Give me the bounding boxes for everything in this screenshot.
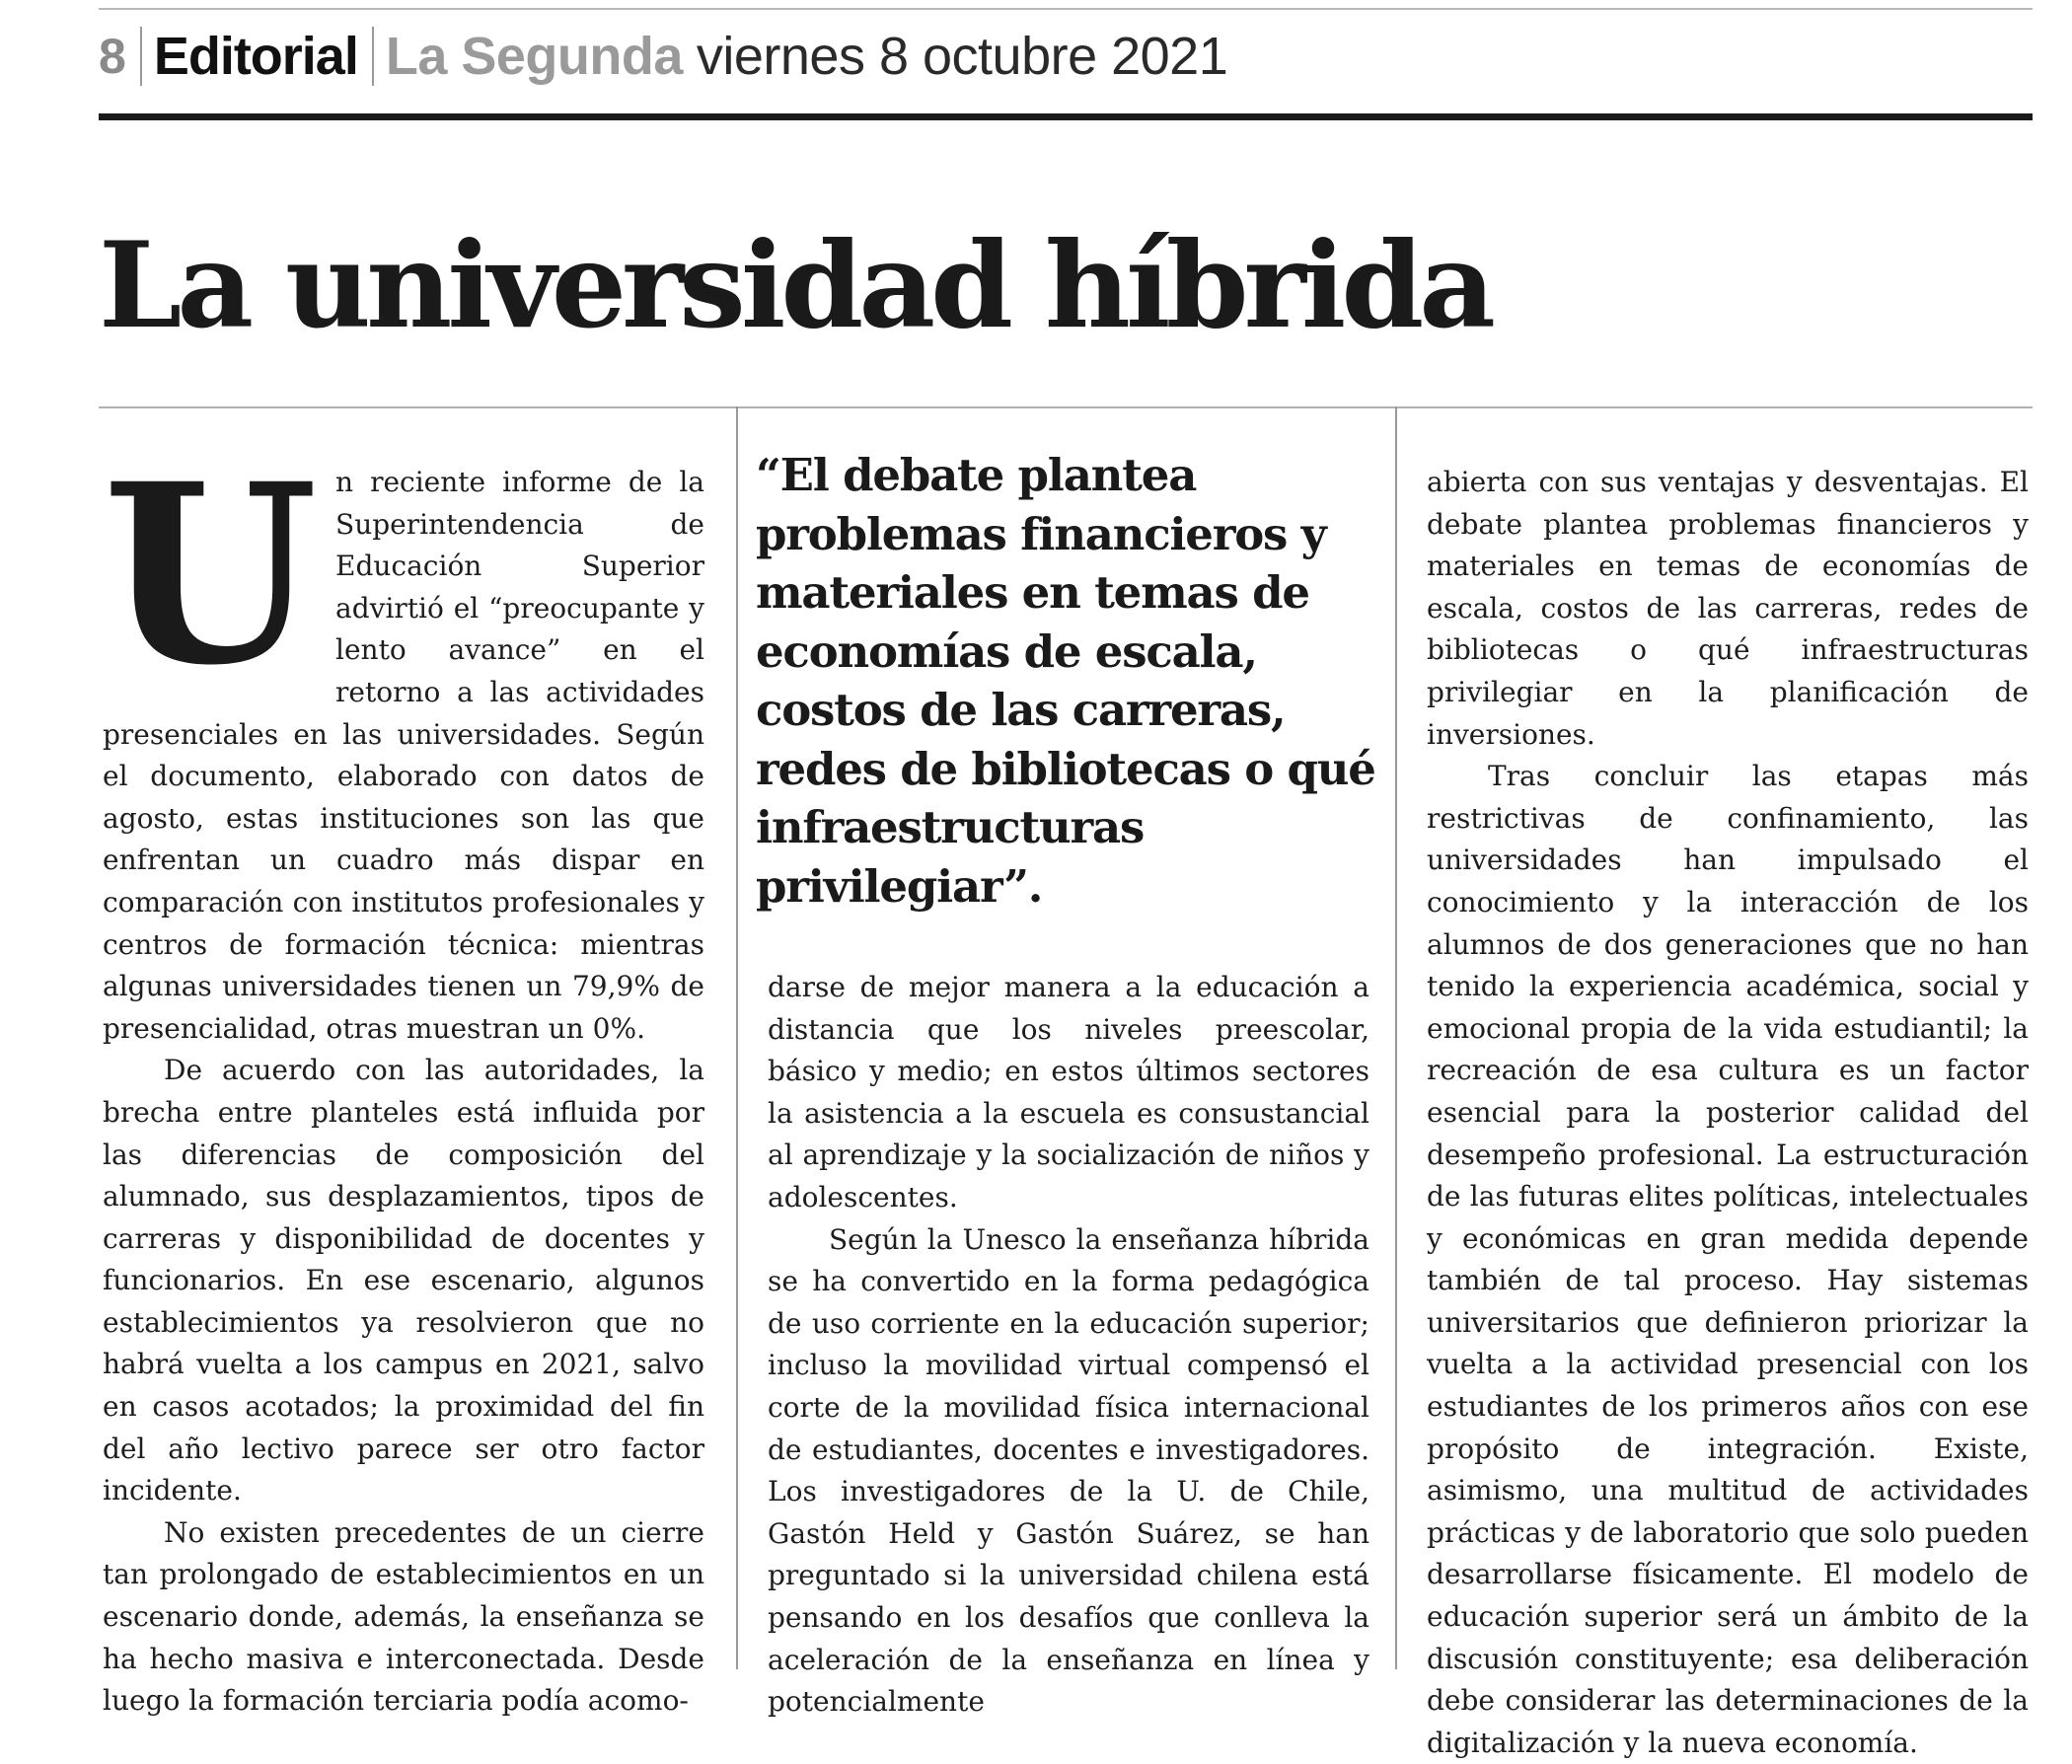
masthead bbox=[99, 22, 1227, 91]
column-divider bbox=[1395, 406, 1397, 1669]
article-column-3 bbox=[1427, 462, 2029, 1764]
article-column-1 bbox=[103, 429, 704, 1723]
article-headline: La universidad híbrida bbox=[99, 216, 1491, 355]
article-paragraph: Tras concluir las etapas más restrictivas de confinamiento, las universidades han impulsado el conocimiento y la interacción de los alumnos de dos generaciones que no han tenido la experiencia académica, social y emocional propia de la vida estudiantil; la recreación de esa cultura es un factor esencial para la posterior calidad del desempeño profesional. La estructuración de las futuras elites políticas, intelectuales y económicas en gran medida depende también de tal proceso. Hay sistemas universitarios que definieron priorizar la vuelta a la actividad presencial con los estudiantes de los primeros años con ese propósito de integración. Existe, asimismo, una multitud de actividades prácticas y de laboratorio que solo pueden desarrollarse físicamente. El modelo de educación superior será un ámbito de la discusión constituyente; esa deliberación debe considerar las determinaciones de la digitalización y la nueva economía. bbox=[1427, 760, 2029, 1759]
article-paragraph: Según la Unesco la enseñanza híbrida se ha convertido en la forma pedagógica de uso corriente en la educación superior; incluso la movilidad virtual compensó el corte de la movilidad física internacional de estudiantes, docentes e investigadores. Los investigadores de la U. de Chile, Gastón Held y Gastón Suárez, se han preguntado si la universidad chilena está pensando en los desafíos que conlleva la aceleración de la enseñanza en línea y potencialmente bbox=[768, 1222, 1369, 1719]
newspaper-name: La Segunda bbox=[385, 27, 683, 86]
article-paragraph: No existen precedentes de un cierre tan prolongado de establecimientos en un escenario donde, además, la enseñanza se ha hecho masiva e interconectada. Desde luego la formación terciaria podía acomo- bbox=[103, 1515, 704, 1718]
drop-cap: U bbox=[103, 429, 319, 719]
article-paragraph: De acuerdo con las autoridades, la brecha entre planteles está influida por las diferencias de composición del alumnado, sus desplazamientos, tipos de carreras y disponibilidad de docentes y funcionarios. En ese escenario, algunos establecimientos ya resolvieron que no habrá vuelta a los campus en 2021, salvo en casos acotados; la proximidad del fin del año lectivo parece ser otro factor incidente. bbox=[103, 1054, 704, 1507]
paragraph-text: n reciente informe de la Superintendencia de Educación Superior advirtió el “preocupante y lento avance” en el retorno a las actividades presenciales en las universidades. Según el documento, elaborado con datos de agosto, estas instituciones son las que enfrentan un cuadro más dispar en comparación con institutos profesionales y centros de formación técnica: mientras algunas universidades tienen un 79,9% de presencialidad, otras muestran un 0%. bbox=[103, 466, 704, 1045]
top-rule bbox=[99, 8, 2033, 10]
article-column-2 bbox=[768, 967, 1369, 1724]
article-paragraph: darse de mejor manera a la educación a distancia que los niveles preescolar, básico y medio; en estos últimos sectores la asistencia a la escuela es consustancial al aprendizaje y la socialización de niños y adolescentes. bbox=[768, 971, 1369, 1213]
article-paragraph: abierta con sus ventajas y desventajas. El debate plantea problemas financieros y materiales en temas de economías de escala, costos de las carreras, redes de bibliotecas o qué infraestructuras privilegiar en la planificación de inversiones. bbox=[1427, 466, 2029, 751]
column-divider bbox=[736, 406, 738, 1669]
masthead-rule bbox=[99, 113, 2033, 120]
page-number: 8 bbox=[99, 29, 126, 84]
pull-quote: “El debate plantea problemas financieros y materiales en temas de economías de escala, costos de las carreras, redes de bibliotecas o qué infraestructuras privilegiar”. bbox=[756, 449, 1375, 913]
headline-rule bbox=[99, 406, 2033, 408]
section-name: Editorial bbox=[153, 27, 358, 86]
article-paragraph bbox=[103, 429, 704, 1050]
issue-date: viernes 8 octubre 2021 bbox=[696, 27, 1228, 86]
